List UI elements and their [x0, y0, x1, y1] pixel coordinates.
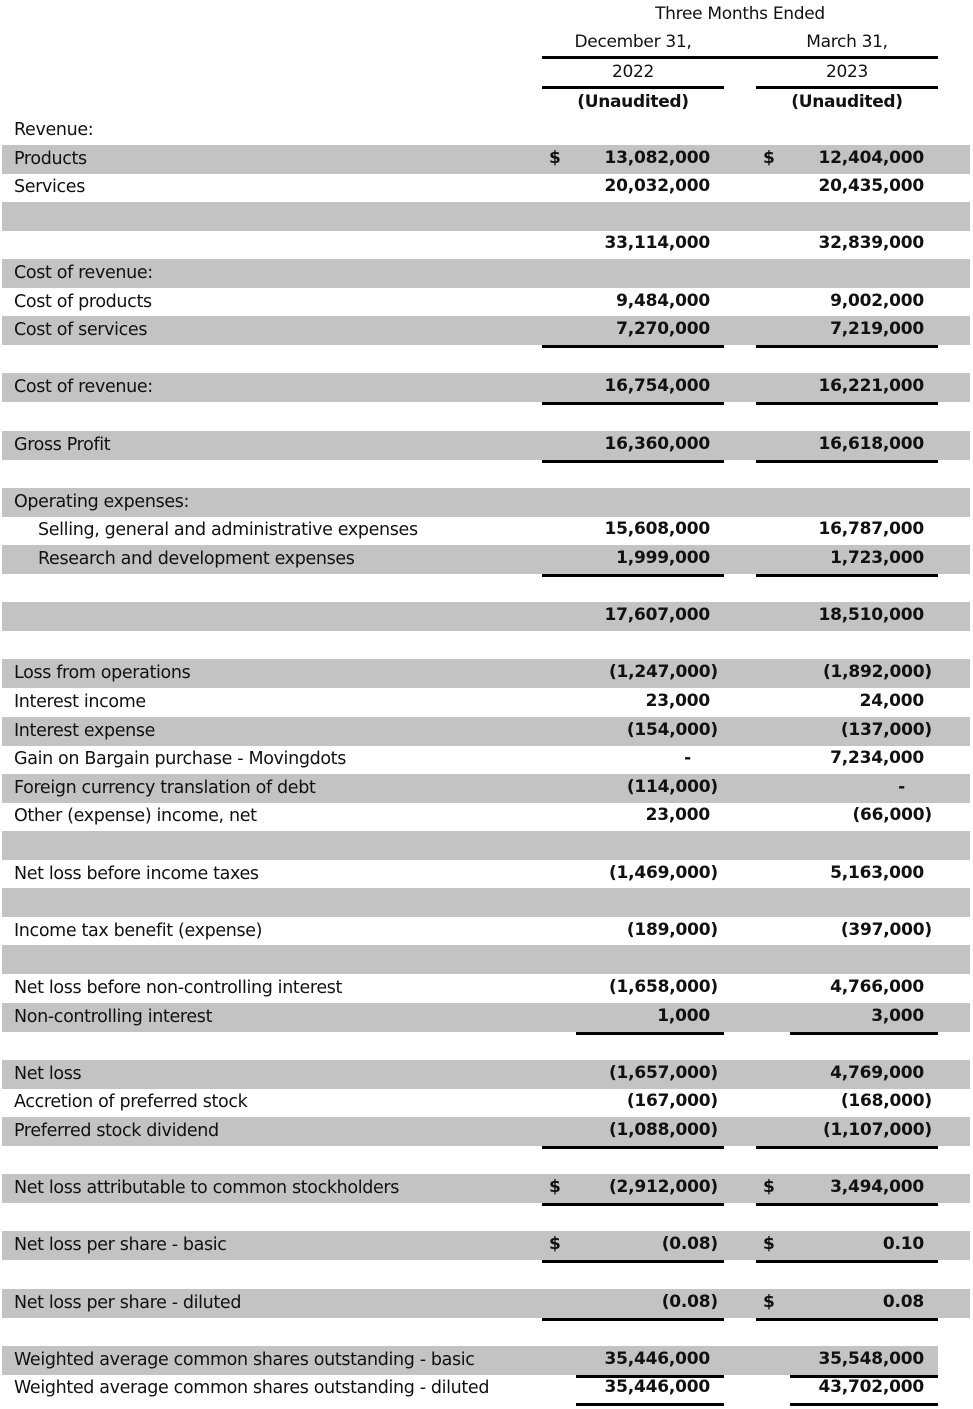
value-dec-2022: (1,469,000): [608, 862, 718, 883]
row-label: Selling, general and administrative expenses: [38, 520, 418, 541]
value-dec-2022: 17,607,000: [604, 605, 710, 626]
row-label: Services: [14, 177, 85, 198]
table-row: [0, 402, 973, 431]
total-underline: [576, 1403, 724, 1406]
table-row: [0, 1203, 973, 1232]
value-mar-2023: -: [898, 776, 905, 797]
table-row: [0, 974, 973, 1003]
row-shading: [2, 831, 970, 860]
table-row: [0, 116, 973, 145]
value-mar-2023: 43,702,000: [818, 1377, 924, 1398]
currency-symbol: $: [763, 1234, 775, 1255]
row-label: Loss from operations: [14, 663, 191, 684]
value-dec-2022: 23,000: [645, 691, 710, 711]
row-shading: [2, 1060, 970, 1089]
row-label: Net loss before income taxes: [14, 863, 259, 884]
currency-symbol: $: [763, 1177, 775, 1198]
table-row: [0, 574, 973, 603]
col1-audit-status: (Unaudited): [577, 92, 689, 112]
row-label: Revenue:: [14, 120, 94, 140]
value-mar-2023: (397,000): [840, 919, 932, 940]
col1-year: 2022: [611, 62, 655, 82]
value-dec-2022: 9,484,000: [616, 290, 710, 311]
table-row: [0, 459, 973, 488]
row-label: Income tax benefit (expense): [14, 920, 263, 941]
table-row: [0, 1088, 973, 1117]
value-mar-2023: 3,000: [871, 1005, 924, 1026]
value-mar-2023: (1,107,000): [822, 1120, 932, 1140]
value-dec-2022: (167,000): [626, 1091, 718, 1112]
row-label: Non-controlling interest: [14, 1006, 213, 1027]
value-dec-2022: 15,608,000: [604, 519, 710, 540]
row-label: Net loss: [14, 1063, 82, 1084]
value-dec-2022: (1,247,000): [608, 662, 718, 683]
value-dec-2022: (1,088,000): [608, 1120, 718, 1140]
col2-year: 2023: [825, 62, 869, 82]
table-row: [0, 802, 973, 831]
table-row: [0, 1374, 973, 1403]
row-label: Weighted average common shares outstanding - basic: [14, 1349, 475, 1370]
table-row: [0, 345, 973, 374]
row-label: Weighted average common shares outstanding - diluted: [14, 1378, 490, 1399]
row-label: Cost of revenue:: [14, 377, 153, 398]
value-dec-2022: 1,000: [657, 1005, 710, 1026]
value-mar-2023: 0.08: [882, 1291, 924, 1312]
table-row: [0, 831, 973, 860]
table-row: [0, 659, 973, 688]
row-label: Net loss per share - diluted: [14, 1292, 242, 1313]
value-dec-2022: 35,446,000: [604, 1377, 710, 1398]
table-row: [0, 488, 973, 517]
value-dec-2022: (0.08): [661, 1291, 718, 1312]
value-dec-2022: 1,999,000: [616, 548, 710, 568]
table-row: [0, 545, 973, 574]
value-mar-2023: 35,548,000: [818, 1348, 924, 1369]
currency-symbol: $: [763, 147, 775, 168]
table-row: [0, 1260, 973, 1289]
table-row: [0, 516, 973, 545]
table-row: [0, 145, 973, 174]
value-mar-2023: 7,219,000: [830, 319, 924, 340]
table-row: [0, 917, 973, 946]
table-row: [0, 1289, 973, 1318]
row-label: Research and development expenses: [38, 549, 355, 569]
col1-year-underline: [542, 86, 724, 89]
row-label: Gain on Bargain purchase - Movingdots: [14, 749, 346, 770]
table-row: [0, 1317, 973, 1346]
row-label: Net loss attributable to common stockholders: [14, 1178, 400, 1199]
table-row: [0, 774, 973, 803]
currency-symbol: $: [763, 1291, 775, 1312]
table-row: [0, 373, 973, 402]
row-label: Products: [14, 148, 87, 169]
table-row: [0, 230, 973, 259]
value-mar-2023: 18,510,000: [818, 605, 924, 626]
table-row: [0, 1231, 973, 1260]
value-dec-2022: 7,270,000: [616, 319, 710, 340]
value-dec-2022: (189,000): [626, 919, 718, 940]
row-label: Cost of revenue:: [14, 263, 153, 283]
value-mar-2023: 1,723,000: [830, 548, 924, 568]
table-row: [0, 1346, 973, 1375]
value-mar-2023: (168,000): [840, 1091, 932, 1112]
period-title: Three Months Ended: [655, 4, 825, 24]
row-label: Foreign currency translation of debt: [14, 777, 316, 798]
row-shading: [2, 888, 970, 917]
row-label: Operating expenses:: [14, 491, 190, 512]
row-shading: [2, 202, 970, 231]
row-label: Interest income: [14, 692, 146, 712]
value-mar-2023: 12,404,000: [818, 147, 924, 168]
value-dec-2022: 33,114,000: [604, 233, 710, 254]
row-label: Net loss per share - basic: [14, 1235, 227, 1256]
row-label: Other (expense) income, net: [14, 806, 257, 827]
row-label: Cost of products: [14, 291, 152, 312]
value-dec-2022: 23,000: [645, 805, 710, 826]
table-row: [0, 688, 973, 717]
value-mar-2023: 3,494,000: [830, 1177, 924, 1198]
table-row: [0, 1060, 973, 1089]
value-dec-2022: (1,657,000): [608, 1062, 718, 1083]
value-mar-2023: 16,221,000: [818, 376, 924, 397]
value-mar-2023: (1,892,000): [822, 662, 932, 683]
row-label: Preferred stock dividend: [14, 1121, 219, 1141]
value-mar-2023: 5,163,000: [830, 862, 924, 883]
table-row: [0, 717, 973, 746]
row-shading: [2, 316, 970, 345]
value-mar-2023: 20,435,000: [818, 176, 924, 197]
table-row: [0, 316, 973, 345]
table-row: [0, 745, 973, 774]
value-mar-2023: 9,002,000: [830, 290, 924, 311]
value-dec-2022: (0.08): [661, 1234, 718, 1255]
value-dec-2022: (154,000): [626, 719, 718, 740]
value-dec-2022: 13,082,000: [604, 147, 710, 168]
value-dec-2022: 16,360,000: [604, 433, 710, 454]
table-row: [0, 1146, 973, 1175]
table-row: [0, 1003, 973, 1032]
row-label: Cost of services: [14, 320, 148, 341]
value-dec-2022: (2,912,000): [608, 1177, 718, 1198]
table-row: [0, 1174, 973, 1203]
value-mar-2023: 7,234,000: [830, 748, 924, 769]
col2-month: March 31,: [806, 32, 888, 52]
row-label: Gross Profit: [14, 434, 111, 455]
value-mar-2023: 16,618,000: [818, 433, 924, 454]
table-row: [0, 631, 973, 660]
table-row: [0, 288, 973, 317]
row-label: Accretion of preferred stock: [14, 1092, 248, 1113]
currency-symbol: $: [549, 1234, 561, 1255]
value-dec-2022: (114,000): [626, 776, 718, 797]
table-row: [0, 888, 973, 917]
value-mar-2023: 32,839,000: [818, 233, 924, 254]
table-row: [0, 860, 973, 889]
row-label: Net loss before non-controlling interest: [14, 978, 343, 998]
value-mar-2023: (137,000): [840, 719, 932, 740]
currency-symbol: $: [549, 1177, 561, 1198]
col1-month: December 31,: [574, 32, 692, 52]
table-row: [0, 945, 973, 974]
value-dec-2022: -: [684, 748, 691, 769]
value-dec-2022: 16,754,000: [604, 376, 710, 397]
value-mar-2023: 4,769,000: [830, 1062, 924, 1083]
value-mar-2023: 0.10: [882, 1234, 924, 1255]
row-shading: [2, 945, 970, 974]
currency-symbol: $: [549, 147, 561, 168]
total-underline: [790, 1403, 938, 1406]
row-label: Interest expense: [14, 720, 156, 741]
table-row: [0, 431, 973, 460]
value-mar-2023: (66,000): [852, 805, 932, 826]
header-divider: [542, 56, 938, 59]
value-dec-2022: 35,446,000: [604, 1348, 710, 1369]
table-row: [0, 173, 973, 202]
table-row: [0, 602, 973, 631]
table-row: [0, 202, 973, 231]
table-row: [0, 1031, 973, 1060]
value-mar-2023: 24,000: [859, 691, 924, 711]
col2-audit-status: (Unaudited): [791, 92, 903, 112]
table-row: [0, 1117, 973, 1146]
value-dec-2022: 20,032,000: [604, 176, 710, 197]
col2-year-underline: [756, 86, 938, 89]
value-mar-2023: 4,766,000: [830, 977, 924, 997]
value-mar-2023: 16,787,000: [818, 519, 924, 540]
table-row: [0, 259, 973, 288]
value-dec-2022: (1,658,000): [608, 977, 718, 997]
